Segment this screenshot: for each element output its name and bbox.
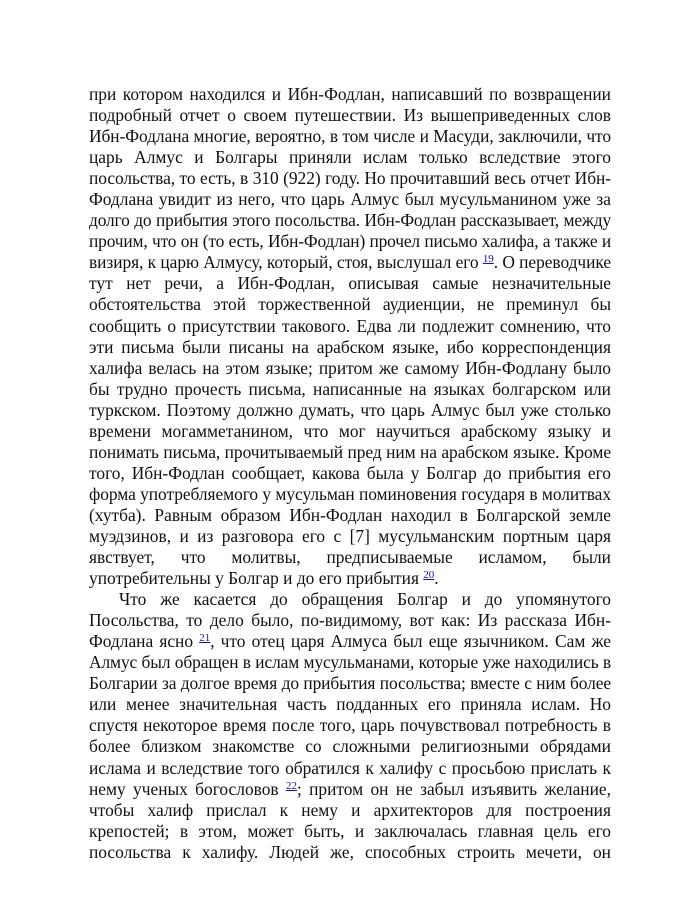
- document-page: [89, 84, 611, 863]
- text-segment: . О переводчике: [493, 252, 611, 273]
- footnote-link-20[interactable]: 20: [423, 569, 435, 582]
- text-line: бы трудно прочесть письма, написанные на языках болгарском или: [89, 378, 611, 399]
- text-line: при котором находился и Ибн-Фодлан, написавший по возвращении: [89, 84, 611, 104]
- text-segment: Фодлана ясно: [89, 631, 200, 652]
- text-line: понимать письма, прочитываемый пред ним на арабском языке. Кроме: [89, 441, 611, 462]
- text-line: Посольства, то дело было, по-видимому, вот как: Из рассказа Ибн-: [89, 610, 611, 631]
- text-line: Болгарии за долгое время до прибытия посольства; вместе с ним более: [89, 673, 611, 694]
- text-line: того, Ибн-Фодлан сообщает, какова была у Болгар до прибытия его: [89, 462, 611, 483]
- text-segment: нему ученых богословов: [89, 778, 286, 799]
- text-line: времени могамметанином, что мог научиться арабскому языку и: [89, 420, 611, 441]
- text-segment: употребительны у Болгар и до его прибытия: [89, 568, 424, 589]
- text-line: явствует, что молитвы, предписываемые исламом, были: [89, 547, 611, 568]
- text-line: посольства к халифу. Людей же, способных строить мечети, он: [89, 841, 611, 862]
- text-line: [89, 631, 611, 652]
- paragraph-2: [89, 589, 611, 863]
- text-line: муэдзинов, и из разговора его с [7] мусульманским портным царя: [89, 525, 611, 546]
- text-line: Алмус был обращен в ислам мусульманами, которые уже находились в: [89, 652, 611, 673]
- text-line: ислама и вследствие того обратился к халифу с просьбою прислать к: [89, 757, 611, 778]
- text-line: крепостей; в этом, может быть, и заключалась главная цель его: [89, 820, 611, 841]
- text-line: царь Алмус и Болгары приняли ислам только вследствие этого: [89, 147, 611, 168]
- text-line: долго до прибытия этого посольства. Ибн-Фодлан рассказывает, между: [89, 210, 611, 231]
- text-line: чтобы халиф прислал к нему и архитекторов для построения: [89, 799, 611, 820]
- paragraph-1: [89, 84, 611, 589]
- text-line: Фодлана увидит из него, что царь Алмус был мусульманином уже за: [89, 189, 611, 210]
- footnote-link-21[interactable]: 21: [199, 632, 211, 645]
- text-line: подробный отчет о своем путешествии. Из вышеприведенных слов: [89, 105, 611, 126]
- text-line: (хутба). Равным образом Ибн-Фодлан находил в Болгарской земле: [89, 504, 611, 525]
- text-line: Что же касается до обращения Болгар и до упомянутого: [119, 589, 611, 610]
- text-line: тут нет речи, а Ибн-Фодлан, описывая самые незначительные: [89, 273, 611, 294]
- text-line: халифа велась на этом языке; притом же самому Ибн-Фодлану было: [89, 357, 611, 378]
- text-line: обстоятельства этой торжественной аудиенции, не преминул бы: [89, 294, 611, 315]
- text-line: туркском. Поэтому должно думать, что царь Алмус был уже столько: [89, 399, 611, 420]
- text-line: [89, 779, 611, 800]
- text-line: форма употребляемого у мусульман поминовения государя в молитвах: [89, 483, 611, 504]
- text-line: спустя некоторое время после того, царь почувствовал потребность в: [89, 715, 611, 736]
- text-line: [89, 568, 611, 589]
- text-segment: .: [434, 568, 439, 589]
- text-line: сообщить о присутствии такового. Едва ли подлежит сомнению, что: [89, 315, 611, 336]
- footnote-link-22[interactable]: 22: [285, 779, 297, 792]
- text-line: [89, 252, 611, 273]
- text-line: посольства, то есть, в 310 (922) году. Но прочитавший весь отчет Ибн-: [89, 168, 611, 189]
- text-segment: ; притом он не забыл изъявить желание,: [296, 778, 611, 799]
- text-line: более близком знакомстве со сложными религиозными обрядами: [89, 736, 611, 757]
- text-segment: , что отец царя Алмуса был еще язычником. Сам же: [210, 631, 611, 652]
- text-line: Ибн-Фодлана многие, вероятно, в том числе и Масуди, заключили, что: [89, 126, 611, 147]
- footnote-link-19[interactable]: 19: [482, 253, 494, 266]
- text-line: прочим, что он (то есть, Ибн-Фодлан) прочел письмо халифа, а также и: [89, 231, 611, 252]
- text-line: или менее значительная часть подданных его приняла ислам. Но: [89, 694, 611, 715]
- text-segment: визиря, к царю Алмусу, который, стоя, выслушал его: [89, 252, 483, 273]
- text-line: эти письма были писаны на арабском языке, ибо корреспонденция: [89, 336, 611, 357]
